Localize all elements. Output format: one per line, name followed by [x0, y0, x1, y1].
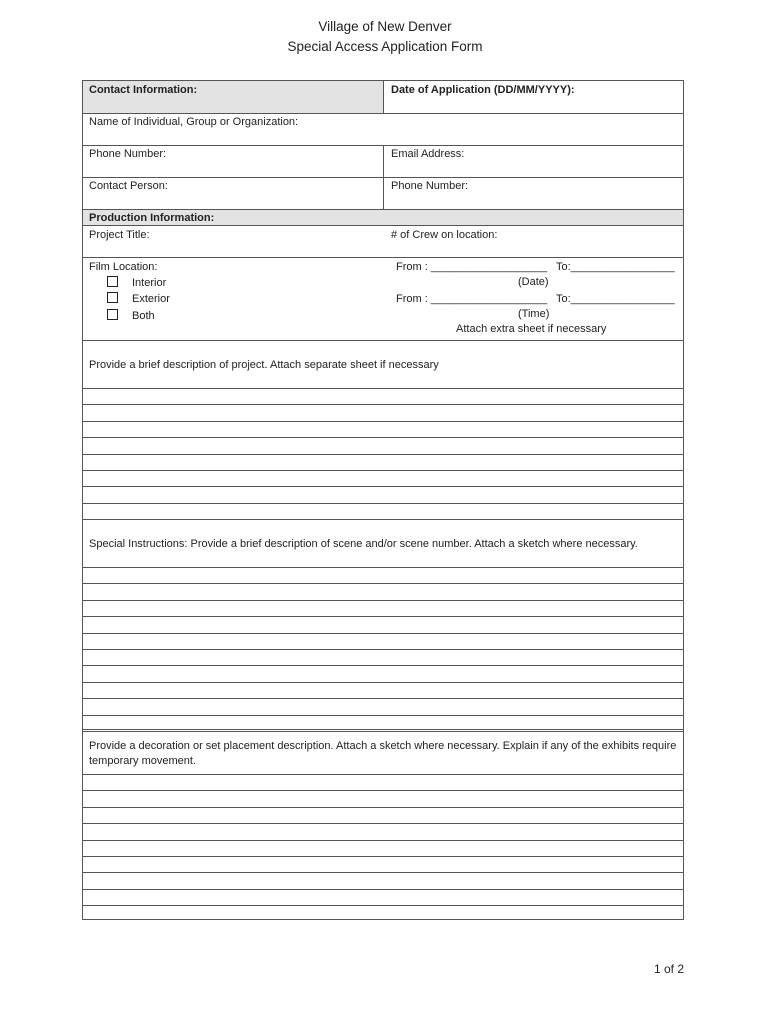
- time-to-field[interactable]: To:_________________: [556, 293, 675, 305]
- exterior-checkbox[interactable]: [107, 292, 118, 303]
- phone-number-field[interactable]: Phone Number:: [89, 148, 167, 160]
- writing-line: [83, 823, 683, 824]
- writing-line: [83, 583, 683, 584]
- both-option-label: Both: [132, 310, 155, 322]
- writing-line: [83, 731, 683, 732]
- writing-line: [83, 682, 683, 683]
- writing-line: [83, 388, 683, 389]
- writing-line: [83, 454, 683, 455]
- contact-person-field[interactable]: Contact Person:: [89, 180, 168, 192]
- film-location-label: Film Location:: [89, 261, 158, 273]
- row-divider: [83, 340, 683, 341]
- date-from-field[interactable]: From : ___________________: [396, 261, 548, 273]
- writing-line: [83, 567, 683, 568]
- contact-section-label: Contact Information:: [89, 84, 198, 96]
- writing-line: [83, 600, 683, 601]
- writing-line: [83, 421, 683, 422]
- writing-line: [83, 905, 683, 906]
- writing-line: [83, 807, 683, 808]
- writing-line: [83, 856, 683, 857]
- writing-line: [83, 790, 683, 791]
- writing-line: [83, 889, 683, 890]
- column-divider: [383, 145, 384, 209]
- row-divider: [83, 209, 683, 210]
- project-title-field[interactable]: Project Title:: [89, 229, 150, 241]
- time-from-field[interactable]: From : ___________________: [396, 293, 548, 305]
- production-section-label: Production Information:: [89, 212, 215, 224]
- crew-count-field[interactable]: # of Crew on location:: [391, 229, 498, 241]
- writing-line: [83, 872, 683, 873]
- application-form: [82, 80, 684, 920]
- interior-option-label: Interior: [132, 277, 167, 289]
- writing-line: [83, 729, 683, 730]
- writing-line: [83, 665, 683, 666]
- writing-line: [83, 715, 683, 716]
- exterior-option-label: Exterior: [132, 293, 170, 305]
- writing-line: [83, 503, 683, 504]
- attach-extra-note: Attach extra sheet if necessary: [456, 323, 607, 335]
- project-description-prompt: Provide a brief description of project. Attach separate sheet if necessary: [89, 359, 439, 371]
- email-address-field[interactable]: Email Address:: [391, 148, 465, 160]
- writing-line: [83, 698, 683, 699]
- writing-line: [83, 470, 683, 471]
- date-caption: (Date): [518, 276, 549, 288]
- row-divider: [83, 225, 683, 226]
- row-divider: [83, 257, 683, 258]
- date-of-application-field[interactable]: Date of Application (DD/MM/YYYY):: [391, 84, 575, 96]
- writing-line: [83, 486, 683, 487]
- writing-line: [83, 437, 683, 438]
- interior-checkbox[interactable]: [107, 276, 118, 287]
- column-divider: [383, 81, 384, 113]
- time-caption: (Time): [518, 308, 550, 320]
- date-to-field[interactable]: To:_________________: [556, 261, 675, 273]
- form-title-line2: Special Access Application Form: [287, 39, 483, 54]
- both-checkbox[interactable]: [107, 309, 118, 320]
- row-divider: [83, 113, 683, 114]
- special-instructions-prompt: Special Instructions: Provide a brief description of scene and/or scene number. Attach a sketch where necessary.: [89, 538, 638, 550]
- page-number: 1 of 2: [654, 962, 685, 976]
- writing-line: [83, 633, 683, 634]
- writing-line: [83, 840, 683, 841]
- writing-line: [83, 649, 683, 650]
- writing-line: [83, 519, 683, 520]
- decoration-description-prompt: Provide a decoration or set placement description. Attach a sketch where necessary. Explain if any of the exhibits require temporary movement.: [89, 740, 677, 767]
- phone-number-field-2[interactable]: Phone Number:: [391, 180, 469, 192]
- name-field[interactable]: Name of Individual, Group or Organization:: [89, 116, 299, 128]
- writing-line: [83, 774, 683, 775]
- writing-line: [83, 404, 683, 405]
- form-title-line1: Village of New Denver: [318, 19, 452, 34]
- writing-line: [83, 616, 683, 617]
